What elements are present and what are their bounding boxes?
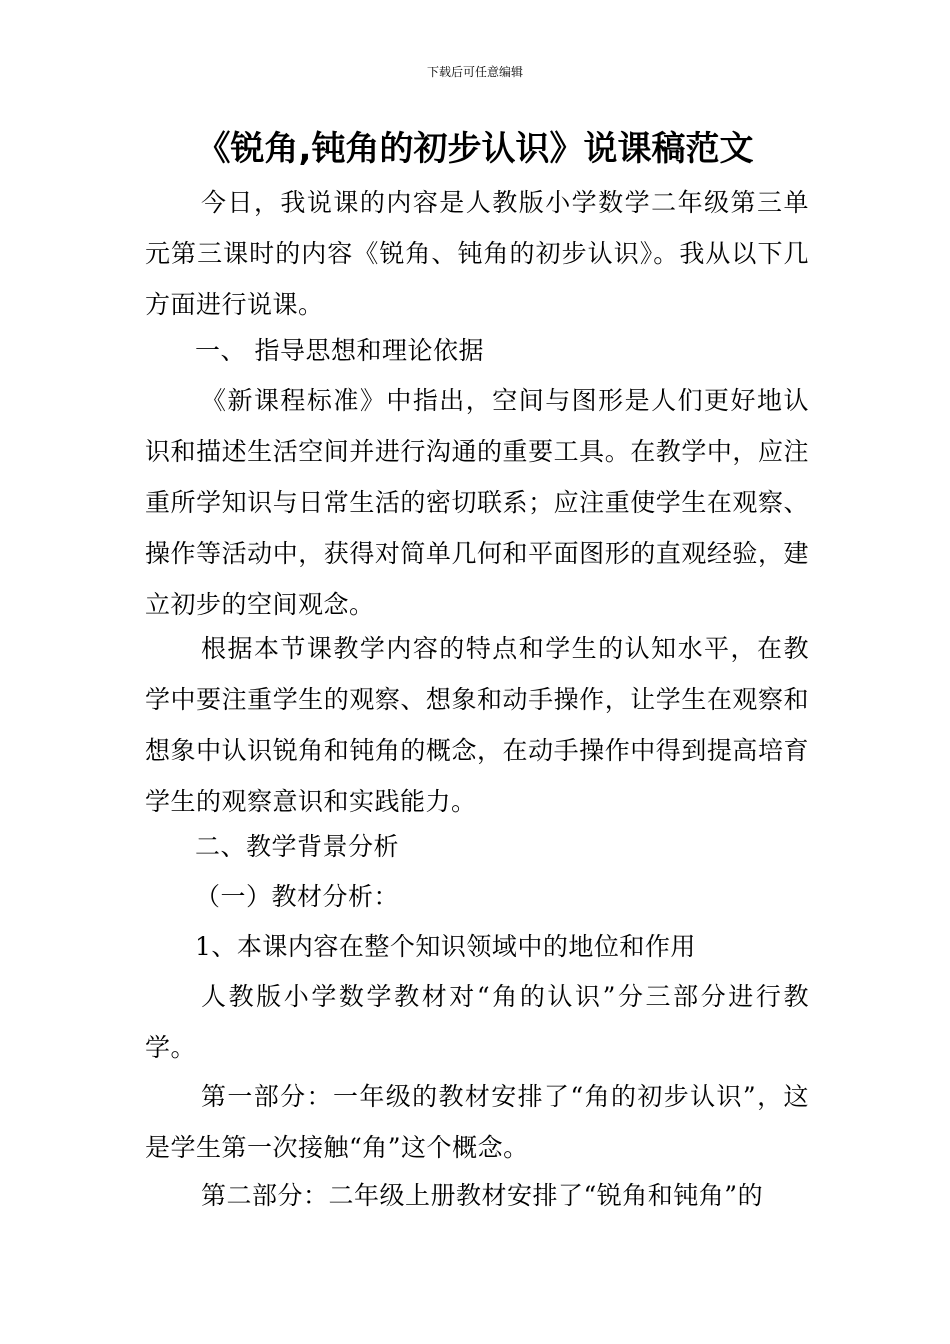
section-heading-1: 一、 指导思想和理论依据 (195, 336, 484, 365)
paragraph-guiding-theory: 《新课程标准》中指出，空间与图形是人们更好地认识和描述生活空间并进行沟通的重要工具。在教学中，应注重所学知识与日常生活的密切联系；应注重使学生在观察、操作等活动中，获得对简单几何和平面图形的直观经验，建立初步的空间观念。 (145, 386, 809, 619)
section-heading-2: 二、教学背景分析 (195, 832, 400, 861)
paragraph-part-one: 第一部分：一年级的教材安排了“角的初步认识”，这是学生第一次接触“角”这个概念。 (145, 1082, 809, 1162)
paragraph-part-two: 第二部分：二年级上册教材安排了“锐角和钝角”的 (201, 1181, 764, 1210)
page-header: 下载后可任意编辑 (426, 65, 523, 79)
item-heading-1: 1、本课内容在整个知识领域中的地位和作用 (195, 932, 696, 961)
paragraph-intro: 今日，我说课的内容是人教版小学数学二年级第三单元第三课时的内容《锐角、钝角的初步认识》。我从以下几方面进行说课。 (145, 188, 809, 319)
subsection-heading: （一）教材分析： (195, 882, 400, 911)
document-title: 《锐角,钝角的初步认识》说课稿范文 (196, 129, 754, 169)
paragraph-textbook-overview: 人教版小学数学教材对“角的认识”分三部分进行教学。 (145, 982, 809, 1062)
paragraph-teaching-focus: 根据本节课教学内容的特点和学生的认知水平，在教学中要注重学生的观察、想象和动手操作，让学生在观察和想象中认识锐角和钝角的概念，在动手操作中得到提高培育学生的观察意识和实践能力。 (145, 634, 809, 816)
